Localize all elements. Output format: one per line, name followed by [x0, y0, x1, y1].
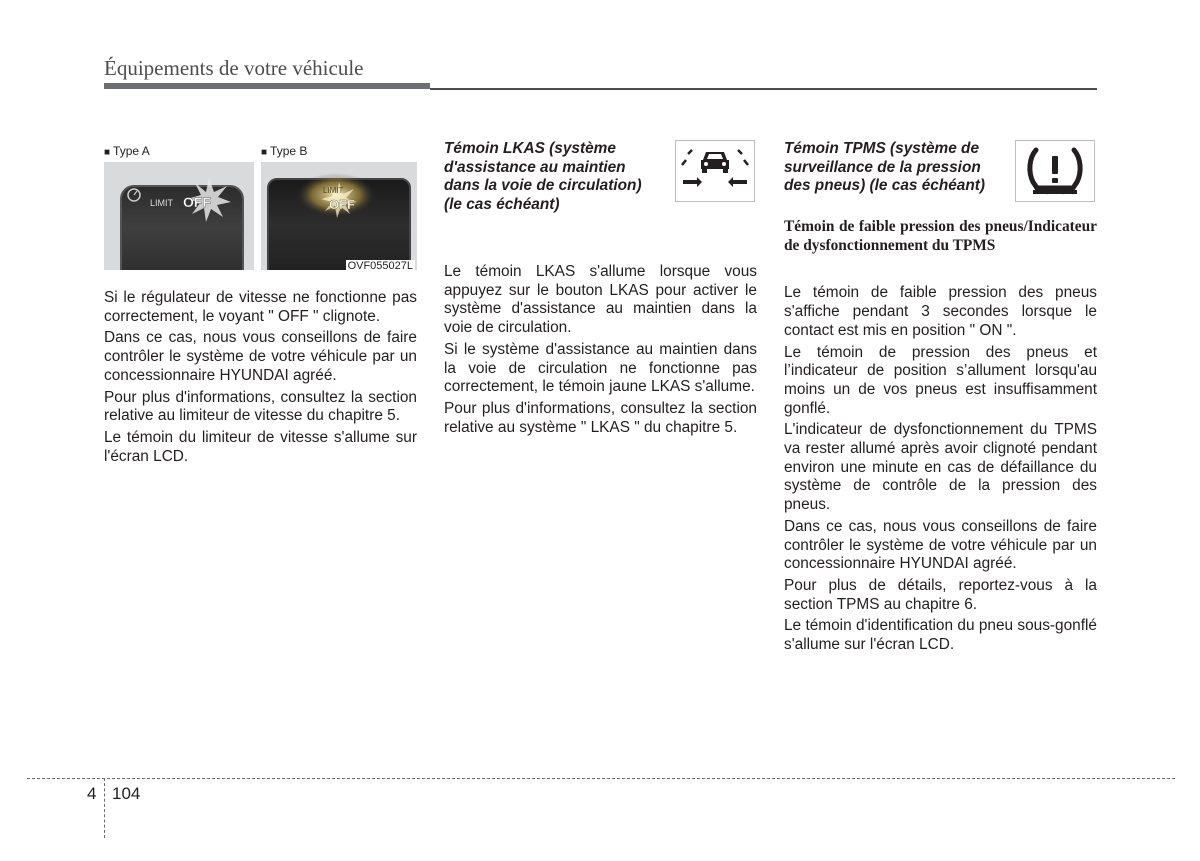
limit-text-a: LIMIT	[150, 198, 174, 208]
paragraph: Le témoin du limiteur de vitesse s'allume sur l'écran LCD.	[104, 428, 417, 465]
paragraph: Dans ce cas, nous vous conseillons de faire contrôler le système de votre véhicule par un concessionnaire HYUNDAI agréé.	[784, 517, 1097, 573]
tpms-subtitle: Témoin de faible pression des pneus/Indicateur de dysfonctionnement du TPMS	[784, 218, 1097, 254]
limit-off-indicator-b	[261, 162, 417, 270]
speed-limiter-figure	[104, 140, 417, 270]
header-rule-thick	[104, 83, 430, 89]
lkas-title: Témoin LKAS (système d'assistance au maintien dans la voie de circulation)	[444, 140, 642, 195]
type-a-label: Type A	[113, 144, 150, 158]
figure-code: OVF055027L	[347, 260, 413, 272]
figure-label-type-a: ■ Type A	[104, 144, 150, 158]
column-lkas	[444, 140, 757, 440]
paragraph: Pour plus d'informations, consultez la section relative au limiteur de vitesse du chapitre 5.	[104, 388, 417, 425]
paragraph: Le témoin d'identification du pneu sous-gonflé s'allume sur l'écran LCD.	[784, 617, 1097, 654]
lkas-title-note: (le cas échéant)	[444, 196, 560, 214]
paragraph: Pour plus de détails, reportez-vous à la section TPMS au chapitre 6.	[784, 576, 1097, 613]
footer-divider	[104, 778, 105, 838]
off-text-a: OFF	[183, 194, 211, 210]
limit-text-b: LIMIT	[323, 186, 344, 195]
cluster-image-type-b	[261, 162, 417, 270]
tpms-title: Témoin TPMS (système de surveillance de la pression des pneus) (le cas échéant)	[784, 140, 986, 195]
paragraph: Si le régulateur de vitesse ne fonctionne pas correctement, le voyant " OFF " clignote.	[104, 289, 417, 325]
paragraph: Le témoin de pression des pneus et l’indicateur de position s’allument lorsqu'au moins un de vos pneus est insuffisamment gonflé.	[784, 343, 1097, 417]
column-speed-limiter	[104, 140, 417, 469]
footer-rule	[27, 778, 1175, 779]
paragraph: Le témoin LKAS s'allume lorsque vous appuyez sur le bouton LKAS pour activer le système d'assistance au maintien dans la voie de circulation.	[444, 263, 757, 337]
limit-off-indicator-a	[104, 162, 254, 270]
lkas-section-header	[444, 140, 757, 258]
page-number: 104	[112, 784, 141, 803]
cluster-image-type-a	[104, 162, 254, 270]
figure-label-type-b: ■ Type B	[261, 144, 308, 158]
page-header-title: Équipements de votre véhicule	[104, 56, 364, 80]
paragraph: Dans ce cas, nous vous conseillons de faire contrôler le système de votre véhicule par un concessionnaire HYUNDAI agréé.	[104, 329, 417, 384]
header-rule-thin	[430, 88, 1097, 90]
off-text-b: OFF	[329, 197, 355, 212]
paragraph: Pour plus d'informations, consultez la section relative au système " LKAS " du chapitre 5.	[444, 399, 757, 436]
lkas-icon	[675, 140, 755, 202]
column-tpms	[784, 140, 1097, 658]
chapter-number: 4	[87, 784, 97, 803]
tpms-section-header	[784, 140, 1097, 218]
tpms-icon	[1015, 140, 1095, 202]
paragraph: Si le système d'assistance au maintien dans la voie de circulation ne fonctionne pas correctement, le témoin jaune LKAS s'allume.	[444, 340, 757, 396]
paragraph: Le témoin de faible pression des pneus s'affiche pendant 3 secondes lorsque le contact est mis en position " ON ".	[784, 284, 1097, 339]
type-b-label: Type B	[270, 144, 308, 158]
paragraph: L'indicateur de dysfonctionnement du TPMS va rester allumé après avoir clignoté pendant environ une minute en cas de défaillance du système de contrôle de la pression des pneus.	[784, 421, 1097, 514]
